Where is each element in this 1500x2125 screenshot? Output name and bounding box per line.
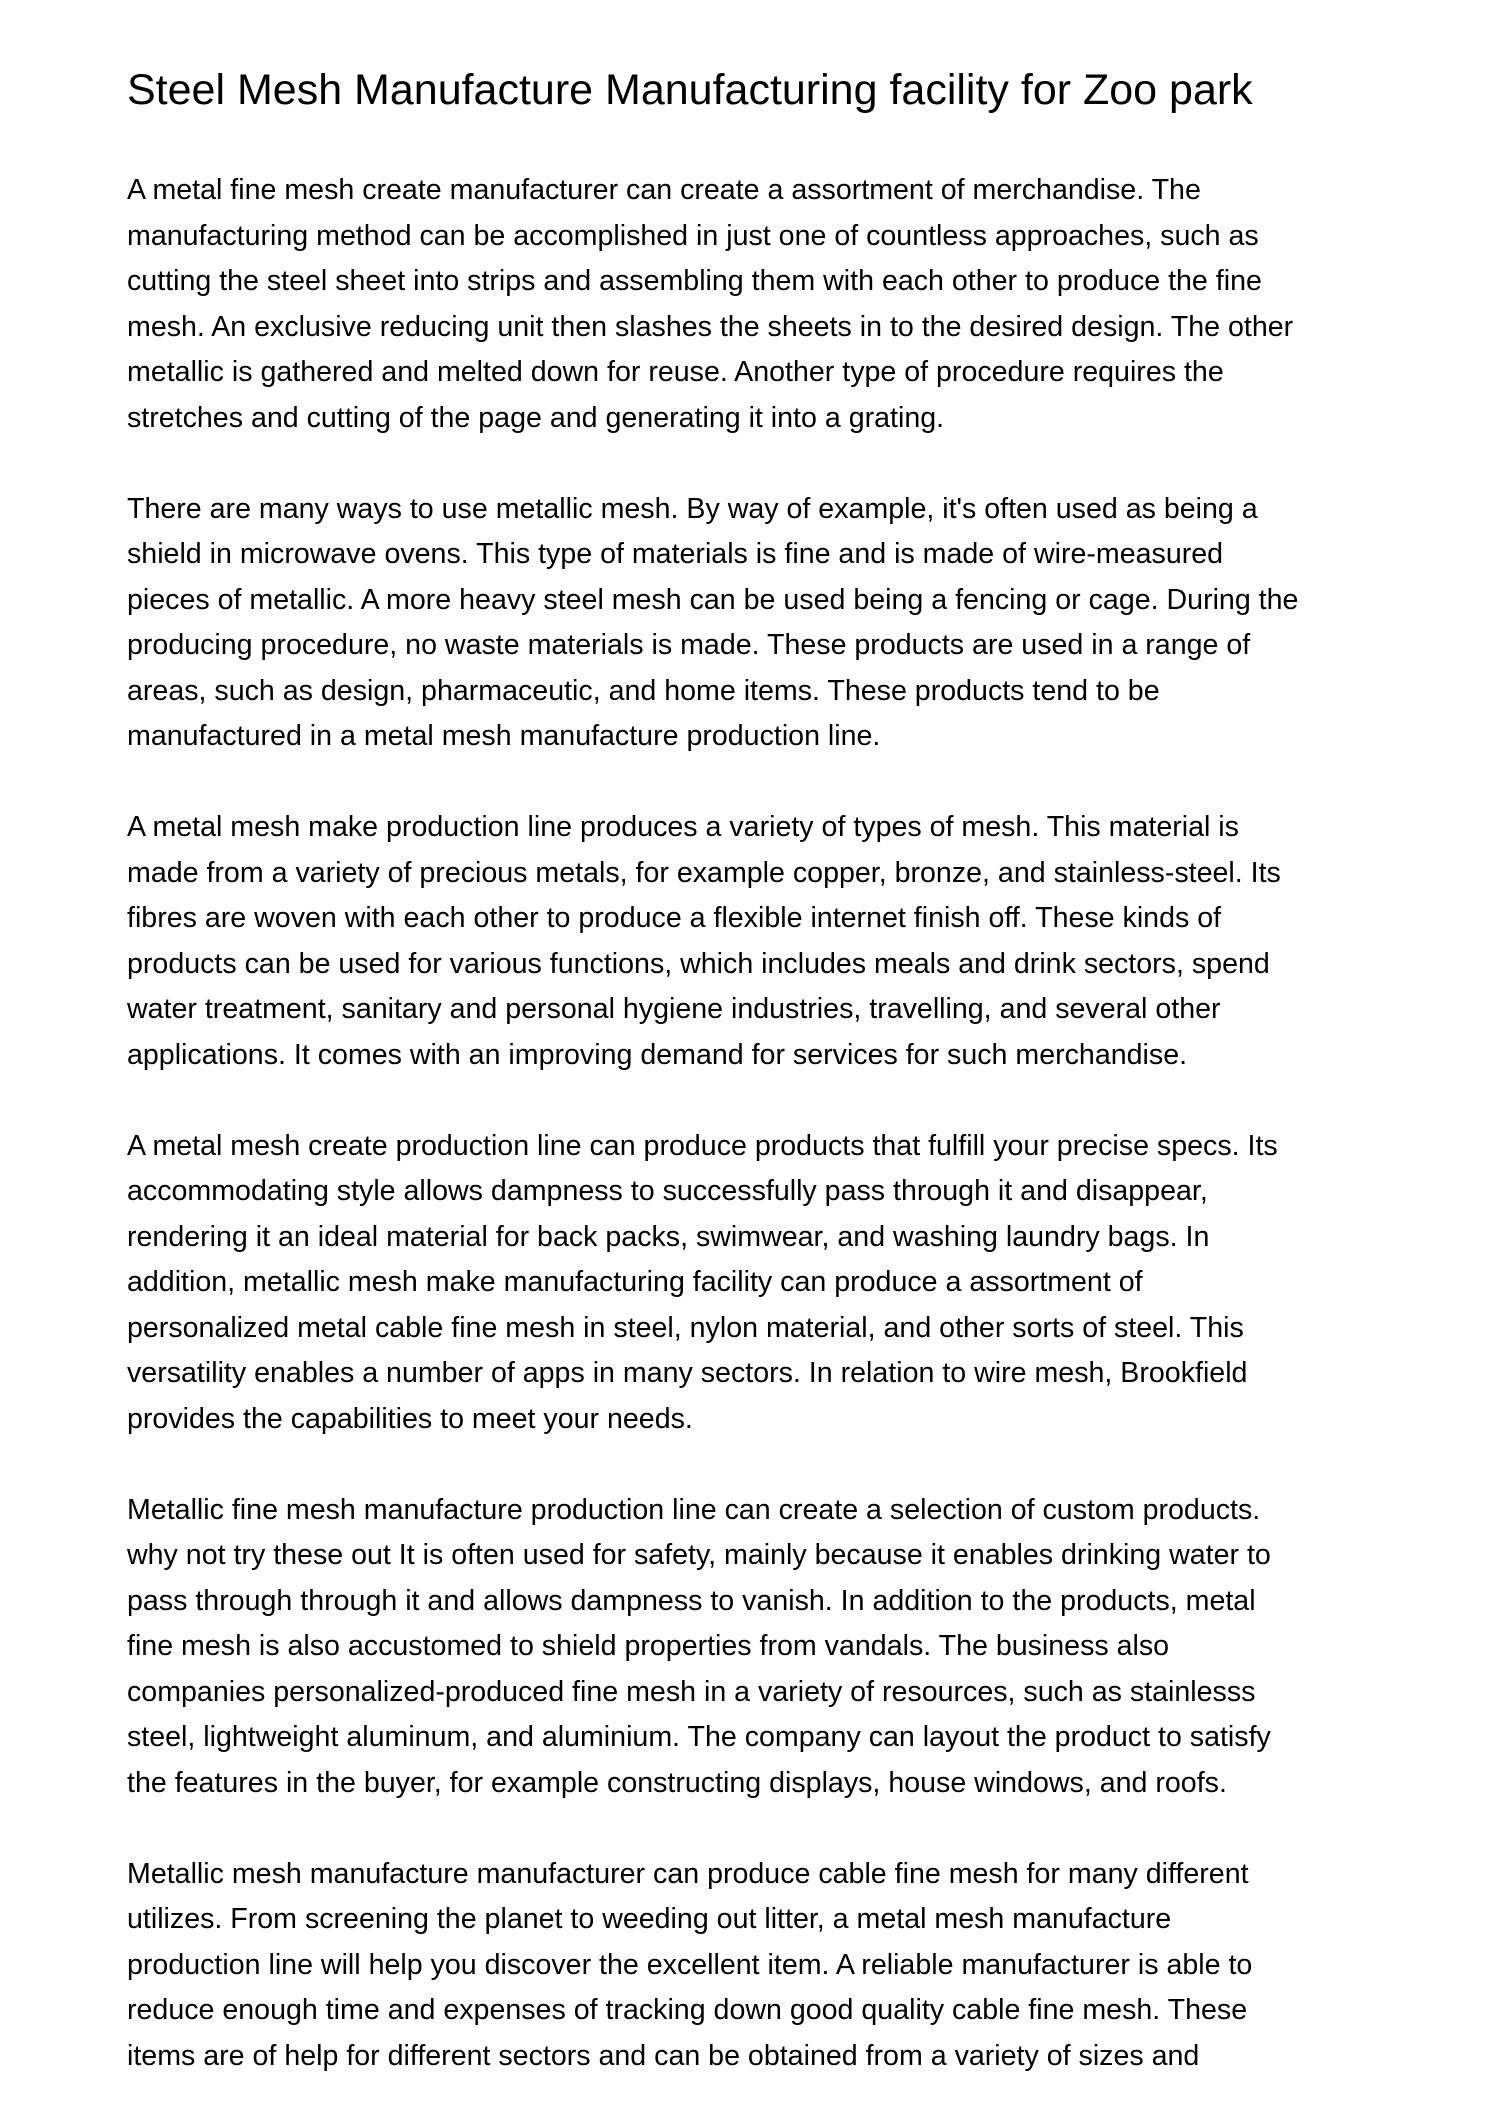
paragraph-5: [127, 1488, 1387, 1807]
text-line: A metal mesh create production line can produce products that fulfill your precise specs. Its: [127, 1129, 1278, 1162]
text-line: areas, such as design, pharmaceutic, and home items. These products tend to be: [127, 674, 1160, 707]
text-line: manufactured in a metal mesh manufacture production line.: [127, 720, 881, 752]
text-line: companies personalized-produced fine mesh in a variety of resources, such as stainlesss: [127, 1675, 1256, 1708]
text-line: addition, metallic mesh make manufacturing facility can produce a assortment of: [127, 1266, 1143, 1298]
text-line: pass through through it and allows dampness to vanish. In addition to the products, metal: [127, 1584, 1256, 1617]
paragraph-4: [127, 1124, 1387, 1443]
text-line: producing procedure, no waste materials is made. These products are used in a range of: [127, 629, 1251, 661]
text-line: manufacturing method can be accomplished in just one of countless approaches, such as: [127, 219, 1259, 252]
text-line: metallic is gathered and melted down for reuse. Another type of procedure requires the: [127, 356, 1224, 388]
text-line: Metallic fine mesh manufacture production line can create a selection of custom products.: [127, 1493, 1261, 1526]
text-line: pieces of metallic. A more heavy steel mesh can be used being a fencing or cage. During the: [127, 583, 1299, 616]
paragraph-1: [127, 168, 1387, 441]
paragraph-2: [127, 487, 1387, 760]
text-line: mesh. An exclusive reducing unit then slashes the sheets in to the desired design. The other: [127, 310, 1294, 343]
paragraph-6: [127, 1852, 1387, 2080]
text-line: A metal mesh make production line produces a variety of types of mesh. This material is: [127, 811, 1239, 843]
text-line: shield in microwave ovens. This type of materials is fine and is made of wire-measured: [127, 538, 1224, 570]
document-body: [127, 168, 1387, 2125]
page-title: Steel Mesh Manufacture Manufacturing facility for Zoo park: [127, 66, 1253, 114]
text-line: rendering it an ideal material for back packs, swimwear, and washing laundry bags. In: [127, 1220, 1210, 1253]
text-line: personalized metal cable fine mesh in steel, nylon material, and other sorts of steel. This: [127, 1311, 1244, 1344]
text-line: cutting the steel sheet into strips and assembling them with each other to produce the fine: [127, 265, 1262, 297]
text-line: versatility enables a number of apps in many sectors. In relation to wire mesh, Brookfield: [127, 1357, 1248, 1389]
text-line: Metallic mesh manufacture manufacturer can produce cable fine mesh for many different: [127, 1857, 1249, 1890]
text-line: fine mesh is also accustomed to shield properties from vandals. The business also: [127, 1630, 1170, 1662]
text-line: steel, lightweight aluminum, and aluminium. The company can layout the product to satisfy: [127, 1721, 1271, 1753]
text-line: applications. It comes with an improving demand for services for such merchandise.: [127, 1038, 1188, 1071]
text-line: utilizes. From screening the planet to weeding out litter, a metal mesh manufacture: [127, 1903, 1172, 1935]
text-line-with-link[interactable]: why not try these out It is often used for safety, mainly because it enables drinking water to: [127, 1539, 1271, 1571]
text-line: the features in the buyer, for example constructing displays, house windows, and roofs.: [127, 1766, 1227, 1799]
text-line: There are many ways to use metallic mesh. By way of example, it's often used as being a: [127, 492, 1258, 525]
paragraph-3: [127, 805, 1387, 1078]
text-line: reduce enough time and expenses of tracking down good quality cable fine mesh. These: [127, 1994, 1248, 2026]
text-line: A metal fine mesh create manufacturer can create a assortment of merchandise. The: [127, 174, 1201, 206]
text-line: items are of help for different sectors and can be obtained from a variety of sizes and: [127, 2039, 1200, 2072]
text-line: water treatment, sanitary and personal hygiene industries, travelling, and several other: [127, 993, 1221, 1025]
text-line: products can be used for various functions, which includes meals and drink sectors, spend: [127, 947, 1270, 980]
text-line: accommodating style allows dampness to successfully pass through it and disappear,: [127, 1175, 1208, 1207]
text-line: production line will help you discover the excellent item. A reliable manufacturer is able to: [127, 1948, 1253, 1981]
text-line: provides the capabilities to meet your needs.: [127, 1402, 693, 1435]
text-line: fibres are woven with each other to produce a flexible internet finish off. These kinds of: [127, 902, 1222, 934]
text-line: made from a variety of precious metals, for example copper, bronze, and stainless-steel. Its: [127, 856, 1281, 889]
text-line: stretches and cutting of the page and generating it into a grating.: [127, 401, 945, 434]
